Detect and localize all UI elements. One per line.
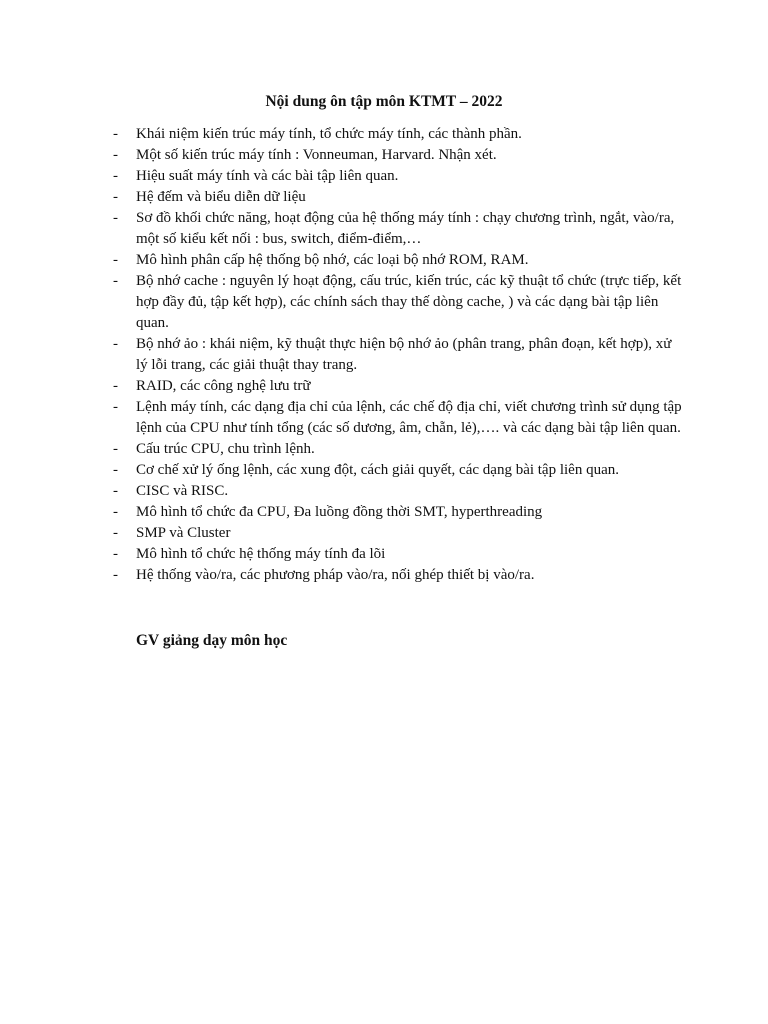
bullet-dash: - (113, 252, 118, 268)
list-item (113, 124, 683, 145)
list-item (113, 481, 683, 502)
bullet-dash: - (113, 210, 118, 226)
list-item-text: Bộ nhớ ảo : khái niệm, kỹ thuật thực hiện bộ nhớ ảo (phân trang, phân đoạn, kết hợp), xử lý lỗi trang, các giải thuật thay trang. (136, 336, 672, 373)
list-item-text: Mô hình tổ chức đa CPU, Đa luồng đồng thời SMT, hyperthreading (136, 504, 543, 520)
list-item-text: SMP và Cluster (136, 525, 231, 541)
list-item (113, 166, 683, 187)
list-item-text: Một số kiến trúc máy tính : Vonneuman, Harvard. Nhận xét. (136, 147, 497, 163)
list-item (113, 334, 683, 376)
list-item-text: Hệ đếm và biểu diễn dữ liệu (136, 189, 306, 205)
bullet-dash: - (113, 462, 118, 478)
bullet-dash: - (113, 189, 118, 205)
bullet-dash: - (113, 399, 118, 415)
bullet-dash: - (113, 126, 118, 142)
bullet-dash: - (113, 525, 118, 541)
bullet-dash: - (113, 441, 118, 457)
list-item-text: Khái niệm kiến trúc máy tính, tổ chức máy tính, các thành phần. (136, 126, 522, 142)
bullet-dash: - (113, 483, 118, 499)
list-item (113, 271, 683, 334)
list-item-text: CISC và RISC. (136, 483, 229, 499)
list-item-text: Cấu trúc CPU, chu trình lệnh. (136, 441, 315, 457)
list-item-text: RAID, các công nghệ lưu trữ (136, 378, 311, 394)
list-item-text: Sơ đồ khối chức năng, hoạt động của hệ thống máy tính : chạy chương trình, ngắt, vào/ra, một số kiểu kết nối : bus, switch, điểm-điểm,… (136, 210, 675, 247)
list-item-text: Hiệu suất máy tính và các bài tập liên quan. (136, 168, 399, 184)
list-item-text: Hệ thống vào/ra, các phương pháp vào/ra, nối ghép thiết bị vào/ra. (136, 567, 535, 583)
bullet-dash: - (113, 336, 118, 352)
bullet-dash: - (113, 147, 118, 163)
list-item (113, 523, 683, 544)
bullet-dash: - (113, 168, 118, 184)
list-item (113, 250, 683, 271)
list-item-text: Mô hình phân cấp hệ thống bộ nhớ, các loại bộ nhớ ROM, RAM. (136, 252, 529, 268)
list-item (113, 376, 683, 397)
bullet-dash: - (113, 546, 118, 562)
bullet-dash: - (113, 378, 118, 394)
list-item (113, 187, 683, 208)
list-item (113, 565, 683, 586)
instructor-signature-line: GV giảng dạy môn học (136, 632, 288, 649)
bullet-dash: - (113, 567, 118, 583)
bullet-dash: - (113, 504, 118, 520)
topic-list (113, 124, 683, 586)
list-item (113, 544, 683, 565)
list-item (113, 460, 683, 481)
list-item-text: Lệnh máy tính, các dạng địa chỉ của lệnh, các chế độ địa chỉ, viết chương trình sử dụng tập lệnh của CPU như tính tổng (các số dương, âm, chẵn, lẻ),…. và các dạng bài tập liên quan. (136, 399, 682, 436)
list-item (113, 502, 683, 523)
list-item (113, 439, 683, 460)
list-item-text: Mô hình tổ chức hệ thống máy tính đa lõi (136, 546, 386, 562)
list-item-text: Cơ chế xử lý ống lệnh, các xung đột, cách giải quyết, các dạng bài tập liên quan. (136, 462, 619, 478)
list-item (113, 145, 683, 166)
list-item-text: Bộ nhớ cache : nguyên lý hoạt động, cấu trúc, kiến trúc, các kỹ thuật tổ chức (trực tiếp, kết hợp đầy đủ, tập kết hợp), các chính sách thay thế dòng cache, ) và các dạng bài tập liên quan. (136, 273, 682, 331)
list-item (113, 208, 683, 250)
document-title: Nội dung ôn tập môn KTMT – 2022 (265, 93, 503, 110)
list-item (113, 397, 683, 439)
bullet-dash: - (113, 273, 118, 289)
